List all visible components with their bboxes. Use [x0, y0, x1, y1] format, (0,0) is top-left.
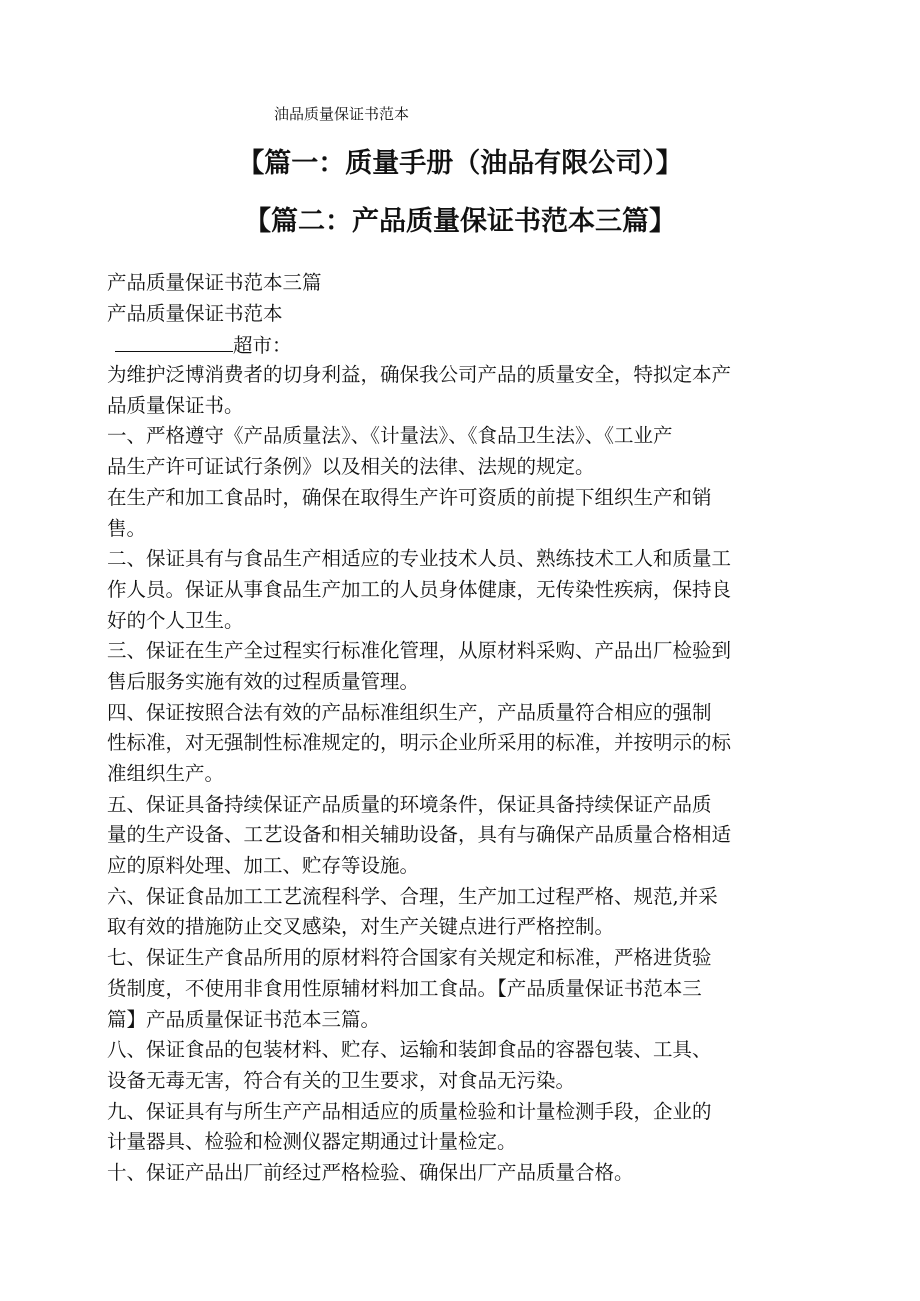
- body-line: 三、保证在生产全过程实行标准化管理，从原材料采购、产品出厂检验到: [107, 639, 732, 663]
- document-title: 油品质量保证书范本: [274, 105, 410, 123]
- body-line: 五、保证具备持续保证产品质量的环境条件，保证具备持续保证产品质: [107, 792, 712, 816]
- body-line: 产品质量保证书范本: [107, 301, 283, 325]
- section-heading-2: 【篇二：产品质量保证书范本三篇】: [244, 206, 676, 237]
- body-line: 计量器具、检验和检测仪器定期通过计量检定。: [107, 1130, 517, 1154]
- document-body: [107, 268, 812, 1189]
- body-line: 十、保证产品出厂前经过严格检验、确保出厂产品质量合格。: [107, 1160, 634, 1184]
- addressee-line: [107, 329, 812, 360]
- body-line: 品质量保证书。: [107, 393, 244, 417]
- body-line: 二、保证具有与食品生产相适应的专业技术人员、熟练技术工人和质量工: [107, 547, 732, 571]
- body-line: 应的原料处理、加工、贮存等设施。: [107, 854, 420, 878]
- body-line: 六、保证食品加工工艺流程科学、合理，生产加工过程严格、规范,并采: [107, 884, 718, 908]
- body-line: 品生产许可证试行条例》以及相关的法律、法规的规定。: [107, 455, 595, 479]
- body-line: 作人员。保证从事食品生产加工的人员身体健康，无传染性疾病，保持良: [107, 577, 732, 601]
- body-line: 八、保证食品的包装材料、贮存、运输和装卸食品的容器包装、工具、: [107, 1038, 712, 1062]
- section-heading-1: 【篇一：质量手册（油品有限公司）】: [237, 148, 683, 179]
- body-line: 四、保证按照合法有效的产品标准组织生产，产品质量符合相应的强制: [107, 700, 712, 724]
- addressee-suffix: 超市：: [233, 334, 292, 358]
- body-line: 性标准，对无强制性标准规定的，明示企业所采用的标准，并按明示的标: [107, 731, 732, 755]
- body-line: 取有效的措施防止交叉感染，对生产关键点进行严格控制。: [107, 915, 615, 939]
- blank-underline: [115, 329, 233, 352]
- body-line: 货制度，不使用非食用性原辅材料加工食品。【产品质量保证书范本三: [107, 976, 702, 1000]
- body-line: 为维护泛博消费者的切身利益，确保我公司产品的质量安全，特拟定本产: [107, 363, 732, 387]
- body-line: 售后服务实施有效的过程质量管理。: [107, 669, 420, 693]
- body-line: 准组织生产。: [107, 762, 225, 785]
- body-line: 一、严格遵守《产品质量法》、《计量法》、《食品卫生法》、《工业产: [107, 424, 673, 448]
- body-line: 九、保证具有与所生产产品相适应的质量检验和计量检测手段，企业的: [107, 1099, 712, 1123]
- body-line: 在生产和加工食品时，确保在取得生产许可资质的前提下组织生产和销: [107, 485, 712, 509]
- body-line: 好的个人卫生。: [107, 608, 244, 632]
- body-line: 量的生产设备、工艺设备和相关辅助设备，具有与确保产品质量合格相适: [107, 823, 732, 847]
- body-line: 篇】产品质量保证书范本三篇。: [107, 1007, 381, 1031]
- body-line: 七、保证生产食品所用的原材料符合国家有关规定和标准，严格进货验: [107, 946, 712, 970]
- body-line: 售。: [107, 516, 147, 540]
- body-line: 设备无毒无害，符合有关的卫生要求，对食品无污染。: [107, 1068, 576, 1092]
- body-line: 产品质量保证书范本三篇: [107, 271, 322, 294]
